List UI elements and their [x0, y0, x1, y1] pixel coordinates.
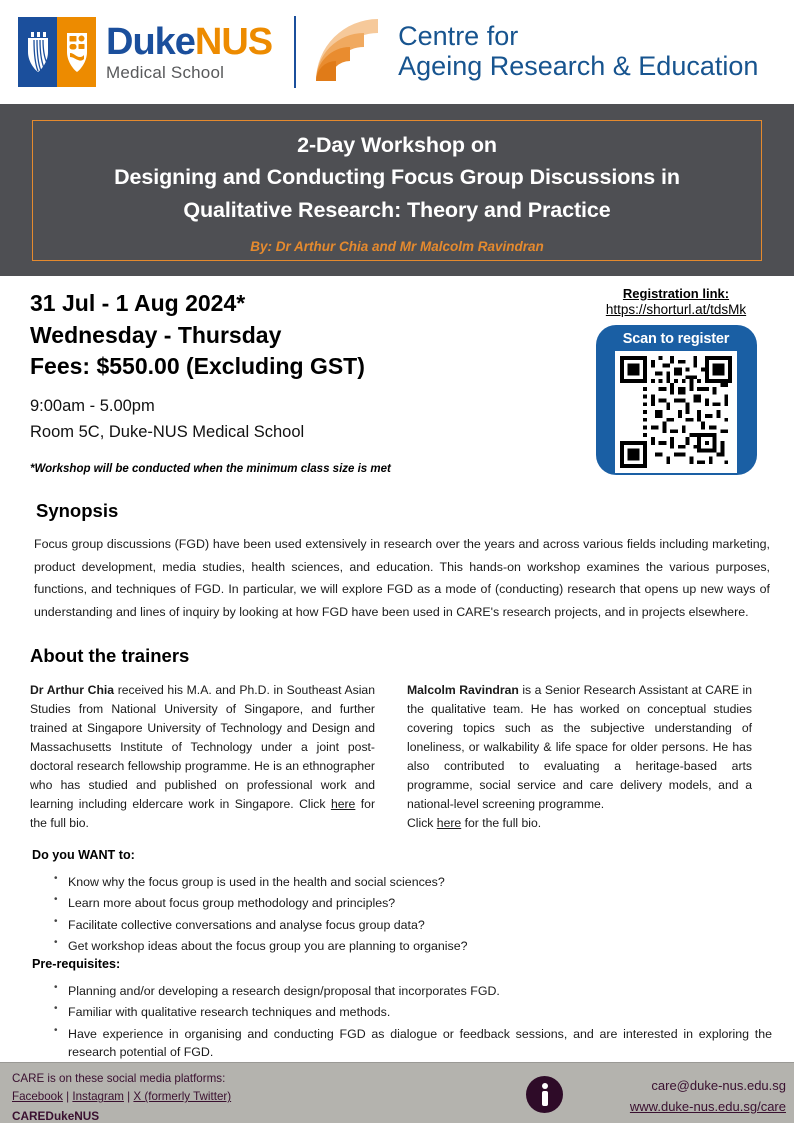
trainer-left-bio-link[interactable]: here: [330, 797, 356, 812]
footer-email[interactable]: care@duke-nus.edu.sg: [651, 1078, 786, 1093]
trainer-card-left: [30, 681, 375, 833]
trainer-right-bio-link[interactable]: here: [436, 816, 462, 831]
list-item: • Facilitate collective conversations and analyse focus group data?: [54, 916, 772, 934]
trainer-left-bio: received his M.A. and Ph.D. in Southeast Asian Studies from National University of Singapore, and further trained at Singapore University of Technology and Design and Massachusetts Institute of Technology under a joint post-doctoral research fellowship programme. He is an ethnographer who has studied and published on professional work and learning including eldercare work in Singapore. Click: [30, 683, 375, 812]
synopsis-text: Focus group discussions (FGD) have been used extensively in research over the years and across various fields including marketing, product development, media studies, health sciences, and education. This hands-on workshop examines the various purposes, functions, and techniques of FGD. In particular, we will explore FGD as a mode of (conducting) research that opens up new ways of understanding and lines of inquiry by looking at how FGD have been used in CARE's research projects, and in projects elsewhere.: [34, 537, 770, 619]
registration-label: Registration link:: [622, 286, 730, 301]
trainer-right-click-prefix: Click: [407, 816, 437, 831]
care-line-1: Centre for: [398, 21, 519, 52]
title-line-3: Qualitative Research: Theory and Practice: [183, 197, 611, 222]
workshop-title: [114, 129, 680, 226]
qr-caption: Scan to register: [622, 331, 730, 347]
list-item: • Planning and/or developing a research design/proposal that incorporates FGD.: [54, 982, 772, 1000]
event-days: Wednesday - Thursday: [30, 321, 282, 348]
event-venue: Room 5C, Duke-NUS Medical School: [30, 422, 305, 441]
list-item: • Familiar with qualitative research techniques and methods.: [54, 1003, 772, 1021]
trainer-right-click-suffix: for the full bio.: [461, 816, 542, 831]
footer-social-links: [12, 1088, 231, 1106]
footer-social-block: [12, 1070, 231, 1123]
trainer-card-right: [407, 681, 752, 833]
presenters-line: By: Dr Arthur Chia and Mr Malcolm Ravindran: [250, 238, 544, 254]
trainer-left-name: Dr Arthur Chia: [30, 683, 115, 697]
prerequisites-list: [54, 982, 772, 1061]
list-item: • Learn more about focus group methodology and principles?: [54, 894, 772, 912]
trainer-right-bio: is a Senior Research Assistant at CARE in the qualitative team. He has worked on conceptual studies covering topics such as the subjective understanding of loneliness, or walkability & life space for older persons. He has also contributed to evaluating a heritage-based arts programme, social service and care delivery models, and a national-level screening programme.: [407, 683, 753, 812]
trainer-right-name: Malcolm Ravindran: [407, 683, 519, 697]
prerequisites-heading: Pre-requisites:: [32, 957, 121, 971]
info-icon-stem: [542, 1091, 548, 1106]
duke-tagline: Medical School: [106, 63, 225, 82]
footer-social-handle: CAREDukeNUS: [12, 1108, 100, 1123]
synopsis-heading: Synopsis: [36, 500, 119, 521]
want-list: [54, 873, 772, 955]
title-box: [32, 120, 762, 261]
list-item: • Get workshop ideas about the focus group you are planning to organise?: [54, 937, 772, 955]
duke-nus-wordmark: [106, 23, 272, 81]
event-details: [30, 288, 530, 475]
duke-nus-crest-pair: [18, 17, 96, 87]
care-logo: [312, 15, 758, 90]
registration-link[interactable]: https://shorturl.at/tdsMk: [605, 302, 747, 317]
title-line-2: Designing and Conducting Focus Group Discussions in: [114, 165, 680, 190]
prerequisites-section: [32, 957, 772, 1064]
registration-block: [588, 286, 764, 475]
qr-card[interactable]: [596, 325, 757, 475]
instagram-link[interactable]: Instagram: [72, 1090, 124, 1104]
care-line-2: Ageing Research & Education: [398, 51, 759, 81]
footer-website[interactable]: www.duke-nus.edu.sg/care: [629, 1098, 786, 1114]
header-divider: [294, 16, 296, 88]
info-icon-dot: [542, 1083, 548, 1089]
footer: [0, 1062, 794, 1123]
event-fees: Fees: $550.00 (Excluding GST): [30, 353, 365, 380]
synopsis-section: [32, 500, 772, 623]
trainers-heading: About the trainers: [30, 645, 190, 666]
event-time: 9:00am - 5.00pm: [30, 397, 155, 416]
list-item: • Have experience in organising and conducting FGD as dialogue or feedback sessions, and are interested in exploring the research potential of FGD.: [54, 1025, 772, 1062]
want-heading: Do you WANT to:: [32, 848, 135, 862]
care-wordmark: [398, 22, 758, 81]
trainer-left-bio-tail: for the full bio.: [30, 797, 376, 831]
care-arcs-logo-icon: [312, 15, 385, 90]
footer-social-intro: CARE is on these social media platforms:: [12, 1072, 226, 1085]
facebook-link[interactable]: Facebook: [12, 1090, 63, 1104]
trainers-section: [30, 645, 772, 833]
duke-word: Duke: [106, 21, 195, 63]
event-footnote: *Workshop will be conducted when the minimum class size is met: [30, 463, 391, 476]
header-logo-bar: [0, 0, 794, 104]
social-sep-1: |: [62, 1090, 73, 1104]
social-sep-2: |: [123, 1090, 134, 1104]
nus-word: NUS: [194, 21, 273, 63]
duke-nus-logo: [18, 17, 272, 87]
title-line-1: 2-Day Workshop on: [297, 133, 497, 158]
duke-shield-icon: [18, 17, 57, 87]
info-circle-icon: [526, 1076, 563, 1113]
want-section: [32, 848, 772, 958]
list-item: • Know why the focus group is used in the health and social sciences?: [54, 873, 772, 891]
event-dates: 31 Jul - 1 Aug 2024*: [30, 290, 246, 316]
qr-code-icon[interactable]: [615, 351, 737, 473]
nus-crest-icon: [57, 17, 96, 87]
footer-contact-block: [630, 1076, 786, 1118]
trainers-columns: [30, 681, 772, 833]
x-twitter-link[interactable]: X (formerly Twitter): [133, 1090, 232, 1104]
title-banner: [0, 104, 794, 276]
